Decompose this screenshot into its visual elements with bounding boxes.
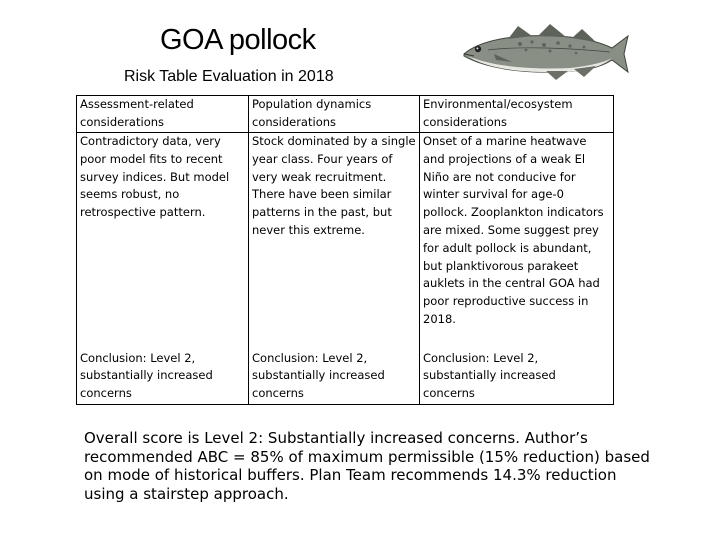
overall-summary: Overall score is Level 2: Substantially increased concerns. Author’s recommended ABC = 85% of maximum permissible (15% reduction) based on mode of historical buffers. Plan Team recommends 14.3% reduction using a stairstep approach. [84,429,650,503]
header-assessment: Assessment-related considerations [77,96,249,133]
slide-title: GOA pollock [160,24,316,56]
assessment-considerations: Contradictory data, very poor model fits to recent survey indices. But model seems robust, no retrospective pattern. [77,133,249,346]
assessment-conclusion: Conclusion: Level 2, substantially increased concerns [77,345,249,404]
slide-subtitle: Risk Table Evaluation in 2018 [124,68,334,85]
population-considerations: Stock dominated by a single year class. Four years of very weak recruitment. There have been similar patterns in the past, but never this extreme. [249,133,420,346]
environmental-considerations: Onset of a marine heatwave and projections of a weak El Niño are not conducive for winter survival for age-0 pollock. Zooplankton indicators are mixed. Some suggest prey for adult pollock is abundant, but planktivorous parakeet auklets in the central GOA had poor reproductive success in 2018. [420,133,614,346]
risk-table [76,95,614,405]
environmental-conclusion: Conclusion: Level 2, substantially increased concerns [420,345,614,404]
pollock-fish-icon [460,18,630,84]
header-environmental: Environmental/ecosystem considerations [420,96,614,133]
header-row [77,96,614,133]
conclusion-row [77,345,614,404]
header-population: Population dynamics considerations [249,96,420,133]
considerations-row [77,133,614,346]
population-conclusion: Conclusion: Level 2, substantially increased concerns [249,345,420,404]
